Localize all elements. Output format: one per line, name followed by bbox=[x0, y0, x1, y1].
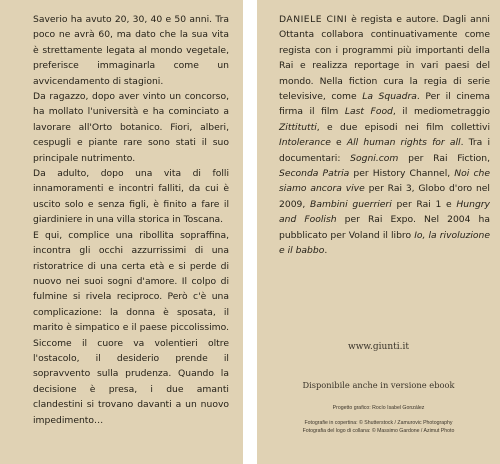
back-flap bbox=[257, 0, 500, 464]
synopsis-paragraph: Da adulto, dopo una vita di folli innamoramenti e incontri falliti, da cui è uscito solo e senza figli, è finito a fare il giardiniere in una villa storica in Toscana. bbox=[33, 168, 229, 226]
bio-title: Noi che siamo ancora vive bbox=[279, 168, 490, 195]
bio-text: . bbox=[324, 245, 328, 257]
bio-text: . Tra i documentari: bbox=[279, 137, 490, 164]
logo-photo-credit: Fotografia del logo di collana: © Massimo Gardone / Azimut Photo bbox=[302, 428, 455, 434]
design-credit: Progetto grafico: Rocío Isabel González bbox=[332, 405, 425, 411]
bio-title: Zittitutti bbox=[279, 121, 317, 133]
bio-text: per Rai 3, Globo d'oro nel 2009, bbox=[279, 183, 490, 210]
bio-text: per History Channel, bbox=[349, 168, 455, 180]
bio-title: La Squadra bbox=[362, 91, 417, 103]
bio-title: All human rights for all bbox=[346, 137, 461, 149]
bio-title: Hungry and Foolish bbox=[279, 198, 490, 226]
synopsis-paragraph: E qui, complice una ribollita sopraffina, incontra gli occhi azzurrissimi di una ristoratrice di una certa età e si perde di nuovo nei suoi sogni d'amore. Il colpo di fulmine si rivela reciproco. Però c'è una complicazione: la donna è sposata, il marito è simpatico e il paese piccolissimo. Siccome il cuore va volentieri oltre l'ostacolo, il desiderio prende il sopravvento sulla prudenza. Quando la decisione è presa, i due amanti clandestini si trovano davanti a un nuovo impedimento… bbox=[33, 229, 229, 426]
bio-text: per Rai 1 e bbox=[391, 198, 457, 210]
bio-text: è regista e autore. Dagli anni Ottanta collabora continuativamente come regista con i programmi più importanti della Rai e realizza reportage in vari paesi del mondo. Nella fiction cura la regia di serie televisive, come bbox=[279, 14, 490, 103]
bio-text: per Rai Fiction, bbox=[398, 152, 490, 164]
ebook-availability-note: Disponibile anche in versione ebook bbox=[302, 380, 455, 390]
author-bio bbox=[279, 12, 490, 259]
synopsis-paragraph: Da ragazzo, dopo aver vinto un concorso, ha mollato l'università e ha cominciato a lavorare all'Orto botanico. Fiori, alberi, cespugli e piante rare sono stati il suo principale nutrimento. bbox=[33, 91, 229, 164]
author-name: DANIELE CINI bbox=[279, 14, 348, 25]
bio-text: , il mediometraggio bbox=[392, 106, 490, 118]
synopsis-paragraph: Saverio ha avuto 20, 30, 40 e 50 anni. Tra poco ne avrà 60, ma dato che la sua vita è strettamente legata al mondo vegetale, preferisce immaginarla come un avvicendamento di stagioni. bbox=[33, 14, 229, 87]
bio-text: . Per il cinema firma il film bbox=[279, 91, 490, 118]
bio-title: Last Food bbox=[344, 106, 393, 118]
bio-text: e bbox=[330, 137, 347, 149]
front-flap bbox=[0, 0, 243, 464]
cover-photo-credit: Fotografie in copertina: © Shutterstock / Zamurovic Photography bbox=[304, 420, 453, 426]
bio-text: , e due episodi nei film collettivi bbox=[316, 121, 490, 133]
bio-title: Seconda Patria bbox=[279, 168, 350, 180]
publisher-website: www.giunti.it bbox=[348, 342, 409, 352]
bio-title: Sogni.com bbox=[350, 152, 399, 164]
bio-title: Intolerance bbox=[279, 137, 331, 149]
bio-text: per Rai Expo. Nel 2004 ha pubblicato per Voland il libro bbox=[279, 214, 491, 241]
bio-title: Bambini guerrieri bbox=[310, 198, 392, 210]
bio-title: Io, la rivoluzione e il babbo bbox=[279, 229, 490, 257]
